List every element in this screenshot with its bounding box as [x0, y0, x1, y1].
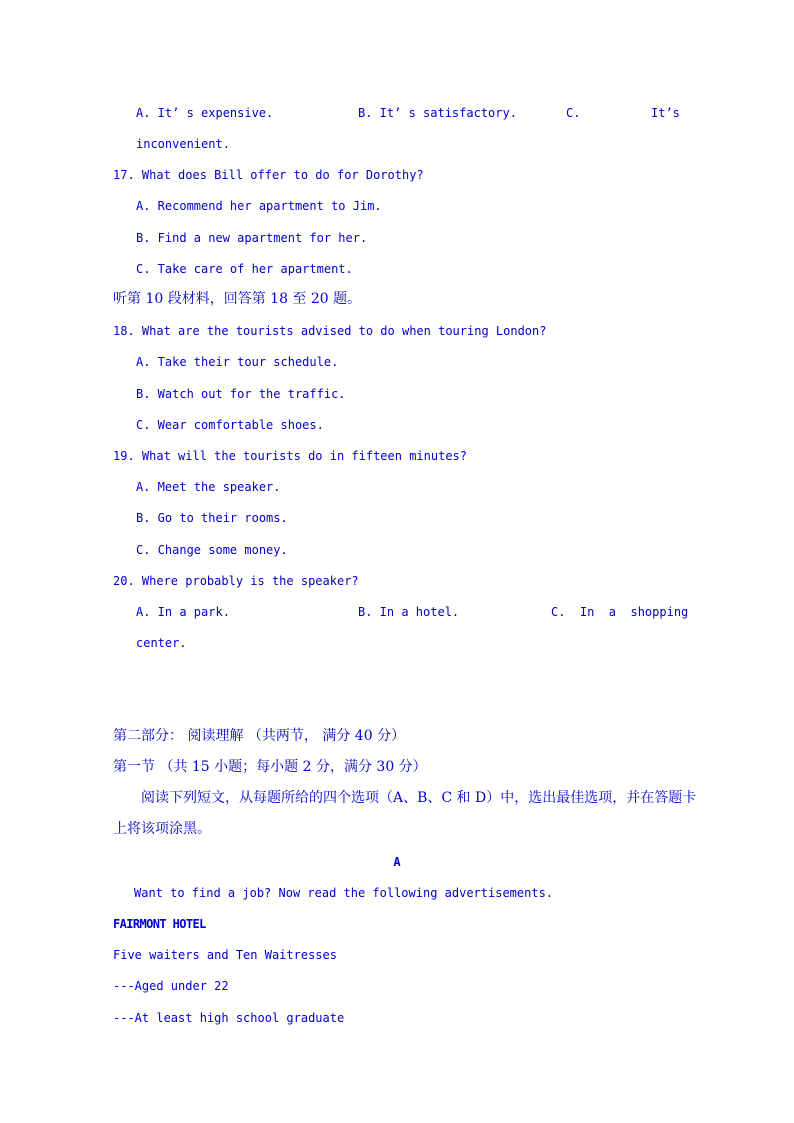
- section10-intro: 听第 10 段材料，回答第 18 至 20 题。: [113, 291, 362, 307]
- q20-option-a: A. In a park.: [136, 605, 230, 619]
- q17-option-b: B. Find a new apartment for her.: [136, 231, 368, 245]
- q16-option-c-word: It’s: [651, 106, 680, 120]
- q19-stem: 19. What will the tourists do in fifteen minutes?: [113, 449, 468, 463]
- q20-option-c-continued: center.: [136, 636, 187, 650]
- q16-option-b: B. It’ s satisfactory.: [358, 106, 517, 120]
- q18-option-c: C. Wear comfortable shoes.: [136, 418, 324, 432]
- part2-section1: 第一节 （共 15 小题；每小题 2 分，满分 30 分）: [113, 759, 427, 775]
- q18-option-a: A. Take their tour schedule.: [136, 355, 339, 369]
- passage-a-line2: ---Aged under 22: [113, 979, 229, 993]
- part2-instruction-line1: 阅读下列短文，从每题所给的四个选项（A、B、C 和 D）中，选出最佳选项，并在答题卡: [141, 790, 697, 806]
- passage-a-line1: Five waiters and Ten Waitresses: [113, 948, 337, 962]
- q20-option-b: B. In a hotel.: [358, 605, 460, 619]
- q19-option-b: B. Go to their rooms.: [136, 511, 288, 525]
- part2-title: 第二部分： 阅读理解 （共两节， 满分 40 分）: [113, 728, 406, 744]
- q20-stem: 20. Where probably is the speaker?: [113, 574, 359, 588]
- q17-option-a: A. Recommend her apartment to Jim.: [136, 199, 382, 213]
- q18-option-b: B. Watch out for the traffic.: [136, 387, 346, 401]
- q16-option-a: A. It’ s expensive.: [136, 106, 274, 120]
- q17-stem: 17. What does Bill offer to do for Dorothy?: [113, 168, 424, 182]
- q19-option-c: C. Change some money.: [136, 543, 288, 557]
- q18-stem: 18. What are the tourists advised to do when touring London?: [113, 324, 547, 338]
- passage-a-label: A: [393, 855, 401, 869]
- passage-a-heading: FAIRMONT HOTEL: [113, 917, 206, 931]
- passage-a-line3: ---At least high school graduate: [113, 1011, 345, 1025]
- q16-option-c-letter: C.: [566, 106, 581, 120]
- q16-option-c-continued: inconvenient.: [136, 137, 230, 151]
- q19-option-a: A. Meet the speaker.: [136, 480, 281, 494]
- part2-instruction-line2: 上将该项涂黑。: [113, 821, 211, 837]
- passage-a-intro: Want to find a job? Now read the following advertisements.: [134, 886, 554, 900]
- q20-option-c: C. In a shopping: [551, 605, 689, 619]
- q17-option-c: C. Take care of her apartment.: [136, 262, 353, 276]
